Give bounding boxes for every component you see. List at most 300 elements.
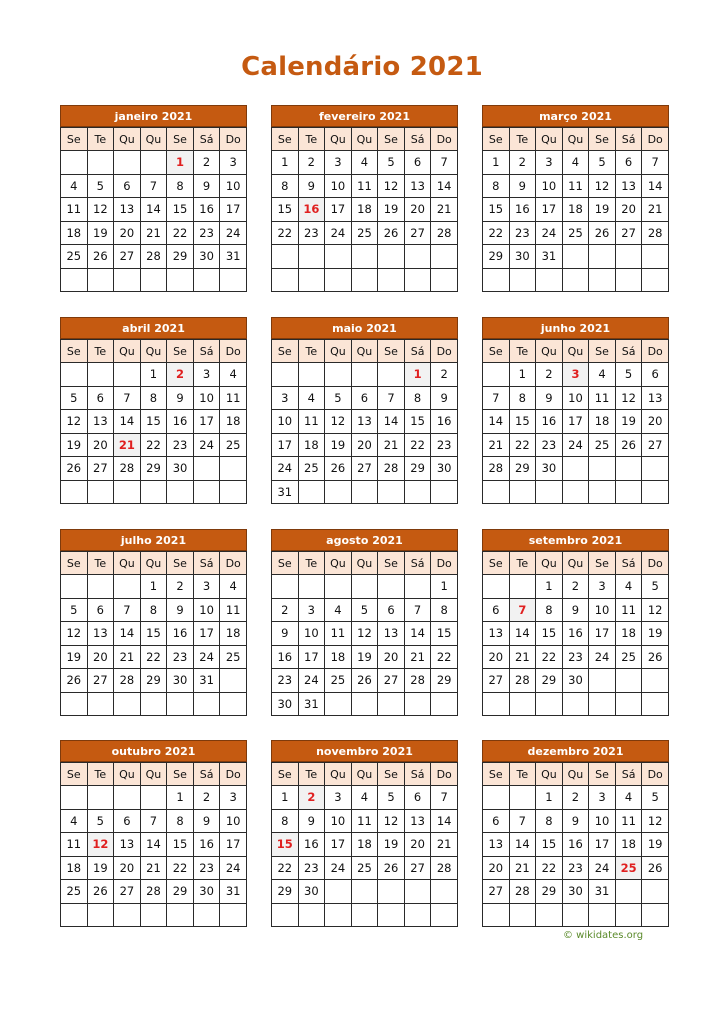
day-cell[interactable]: 12 [351,622,378,646]
day-cell[interactable]: 23 [193,221,220,245]
day-cell[interactable]: 25 [351,221,378,245]
day-cell[interactable]: 13 [483,622,510,646]
day-cell[interactable]: 24 [536,221,563,245]
day-cell[interactable]: 12 [378,174,405,198]
day-cell[interactable]: 27 [642,433,669,457]
day-cell[interactable]: 29 [140,457,167,481]
day-cell[interactable]: 20 [87,645,114,669]
day-cell[interactable]: 2 [562,575,589,599]
day-cell[interactable]: 8 [167,809,194,833]
day-cell[interactable]: 9 [272,622,299,646]
day-cell[interactable]: 5 [87,809,114,833]
day-cell[interactable]: 1 [140,575,167,599]
day-cell[interactable]: 8 [483,174,510,198]
day-cell[interactable]: 11 [351,174,378,198]
day-cell[interactable]: 26 [378,221,405,245]
day-cell[interactable]: 18 [298,433,325,457]
day-cell[interactable]: 1 [167,786,194,810]
day-cell[interactable]: 12 [325,410,352,434]
day-cell[interactable]: 17 [193,410,220,434]
day-cell[interactable]: 14 [114,622,141,646]
day-cell[interactable]: 19 [325,433,352,457]
day-cell[interactable]: 3 [193,363,220,387]
day-cell[interactable]: 12 [61,622,88,646]
holiday-day-cell[interactable]: 12 [87,833,114,857]
day-cell[interactable]: 10 [536,174,563,198]
day-cell[interactable]: 26 [642,645,669,669]
day-cell[interactable]: 11 [615,598,642,622]
day-cell[interactable]: 14 [404,622,431,646]
day-cell[interactable]: 11 [615,809,642,833]
day-cell[interactable]: 14 [378,410,405,434]
day-cell[interactable]: 5 [351,598,378,622]
holiday-day-cell[interactable]: 3 [562,363,589,387]
day-cell[interactable]: 16 [431,410,458,434]
day-cell[interactable]: 27 [114,880,141,904]
day-cell[interactable]: 19 [378,198,405,222]
day-cell[interactable]: 10 [193,386,220,410]
day-cell[interactable]: 25 [351,856,378,880]
day-cell[interactable]: 7 [140,174,167,198]
day-cell[interactable]: 2 [536,363,563,387]
day-cell[interactable]: 6 [404,151,431,175]
day-cell[interactable]: 14 [431,174,458,198]
day-cell[interactable]: 26 [87,245,114,269]
day-cell[interactable]: 22 [483,221,510,245]
day-cell[interactable]: 2 [562,786,589,810]
day-cell[interactable]: 28 [509,669,536,693]
day-cell[interactable]: 6 [87,386,114,410]
day-cell[interactable]: 3 [193,575,220,599]
day-cell[interactable]: 21 [114,645,141,669]
day-cell[interactable]: 9 [509,174,536,198]
day-cell[interactable]: 29 [483,245,510,269]
day-cell[interactable]: 5 [61,598,88,622]
day-cell[interactable]: 14 [483,410,510,434]
day-cell[interactable]: 16 [272,645,299,669]
day-cell[interactable]: 17 [589,622,616,646]
day-cell[interactable]: 8 [167,174,194,198]
day-cell[interactable]: 18 [615,833,642,857]
day-cell[interactable]: 21 [431,833,458,857]
day-cell[interactable]: 26 [61,669,88,693]
day-cell[interactable]: 1 [536,786,563,810]
day-cell[interactable]: 16 [509,198,536,222]
day-cell[interactable]: 17 [536,198,563,222]
day-cell[interactable]: 20 [351,433,378,457]
day-cell[interactable]: 1 [483,151,510,175]
day-cell[interactable]: 21 [509,645,536,669]
day-cell[interactable]: 24 [325,856,352,880]
day-cell[interactable]: 29 [272,880,299,904]
day-cell[interactable]: 22 [536,645,563,669]
day-cell[interactable]: 3 [325,151,352,175]
day-cell[interactable]: 19 [589,198,616,222]
day-cell[interactable]: 10 [272,410,299,434]
day-cell[interactable]: 23 [298,221,325,245]
day-cell[interactable]: 4 [220,363,247,387]
day-cell[interactable]: 21 [378,433,405,457]
day-cell[interactable]: 18 [325,645,352,669]
day-cell[interactable]: 28 [431,856,458,880]
day-cell[interactable]: 20 [404,833,431,857]
day-cell[interactable]: 25 [562,221,589,245]
day-cell[interactable]: 12 [87,198,114,222]
day-cell[interactable]: 9 [431,386,458,410]
day-cell[interactable]: 20 [615,198,642,222]
day-cell[interactable]: 15 [272,198,299,222]
day-cell[interactable]: 2 [193,151,220,175]
day-cell[interactable]: 4 [351,151,378,175]
day-cell[interactable]: 14 [140,833,167,857]
day-cell[interactable]: 16 [562,833,589,857]
day-cell[interactable]: 2 [509,151,536,175]
day-cell[interactable]: 10 [589,598,616,622]
day-cell[interactable]: 13 [404,809,431,833]
day-cell[interactable]: 27 [87,457,114,481]
day-cell[interactable]: 9 [167,386,194,410]
day-cell[interactable]: 6 [114,809,141,833]
day-cell[interactable]: 30 [167,457,194,481]
day-cell[interactable]: 1 [431,575,458,599]
day-cell[interactable]: 21 [140,221,167,245]
holiday-day-cell[interactable]: 25 [615,856,642,880]
day-cell[interactable]: 25 [61,880,88,904]
day-cell[interactable]: 25 [220,433,247,457]
day-cell[interactable]: 6 [114,174,141,198]
day-cell[interactable]: 9 [562,809,589,833]
day-cell[interactable]: 10 [325,174,352,198]
day-cell[interactable]: 23 [167,645,194,669]
day-cell[interactable]: 27 [615,221,642,245]
day-cell[interactable]: 2 [298,151,325,175]
day-cell[interactable]: 18 [589,410,616,434]
day-cell[interactable]: 13 [114,198,141,222]
holiday-day-cell[interactable]: 21 [114,433,141,457]
day-cell[interactable]: 21 [509,856,536,880]
day-cell[interactable]: 1 [509,363,536,387]
day-cell[interactable]: 12 [615,386,642,410]
day-cell[interactable]: 22 [272,221,299,245]
day-cell[interactable]: 13 [378,622,405,646]
holiday-day-cell[interactable]: 7 [509,598,536,622]
day-cell[interactable]: 1 [140,363,167,387]
day-cell[interactable]: 3 [589,575,616,599]
day-cell[interactable]: 13 [404,174,431,198]
day-cell[interactable]: 1 [272,151,299,175]
day-cell[interactable]: 28 [404,669,431,693]
day-cell[interactable]: 24 [272,457,299,481]
day-cell[interactable]: 26 [87,880,114,904]
day-cell[interactable]: 5 [378,151,405,175]
day-cell[interactable]: 31 [272,480,299,504]
day-cell[interactable]: 3 [272,386,299,410]
day-cell[interactable]: 11 [351,809,378,833]
day-cell[interactable]: 20 [483,856,510,880]
day-cell[interactable]: 4 [589,363,616,387]
day-cell[interactable]: 27 [351,457,378,481]
day-cell[interactable]: 30 [193,245,220,269]
day-cell[interactable]: 18 [615,622,642,646]
day-cell[interactable]: 11 [61,198,88,222]
day-cell[interactable]: 1 [272,786,299,810]
day-cell[interactable]: 22 [404,433,431,457]
day-cell[interactable]: 26 [351,669,378,693]
day-cell[interactable]: 26 [589,221,616,245]
day-cell[interactable]: 4 [61,809,88,833]
day-cell[interactable]: 13 [87,410,114,434]
day-cell[interactable]: 24 [220,221,247,245]
day-cell[interactable]: 27 [483,880,510,904]
day-cell[interactable]: 30 [167,669,194,693]
day-cell[interactable]: 8 [536,809,563,833]
day-cell[interactable]: 7 [140,809,167,833]
day-cell[interactable]: 3 [220,786,247,810]
day-cell[interactable]: 12 [642,809,669,833]
day-cell[interactable]: 16 [536,410,563,434]
day-cell[interactable]: 9 [562,598,589,622]
day-cell[interactable]: 11 [220,386,247,410]
day-cell[interactable]: 23 [167,433,194,457]
day-cell[interactable]: 6 [351,386,378,410]
day-cell[interactable]: 5 [615,363,642,387]
day-cell[interactable]: 6 [642,363,669,387]
day-cell[interactable]: 12 [589,174,616,198]
day-cell[interactable]: 18 [351,198,378,222]
day-cell[interactable]: 9 [167,598,194,622]
day-cell[interactable]: 29 [509,457,536,481]
day-cell[interactable]: 25 [61,245,88,269]
holiday-day-cell[interactable]: 1 [404,363,431,387]
day-cell[interactable]: 5 [61,386,88,410]
holiday-day-cell[interactable]: 1 [167,151,194,175]
day-cell[interactable]: 9 [298,174,325,198]
day-cell[interactable]: 8 [140,386,167,410]
day-cell[interactable]: 24 [193,645,220,669]
day-cell[interactable]: 25 [589,433,616,457]
day-cell[interactable]: 29 [536,880,563,904]
day-cell[interactable]: 6 [378,598,405,622]
day-cell[interactable]: 19 [642,622,669,646]
day-cell[interactable]: 28 [642,221,669,245]
day-cell[interactable]: 28 [114,669,141,693]
day-cell[interactable]: 29 [431,669,458,693]
day-cell[interactable]: 18 [351,833,378,857]
day-cell[interactable]: 2 [272,598,299,622]
day-cell[interactable]: 24 [220,856,247,880]
day-cell[interactable]: 21 [140,856,167,880]
day-cell[interactable]: 11 [298,410,325,434]
day-cell[interactable]: 12 [61,410,88,434]
day-cell[interactable]: 6 [404,786,431,810]
day-cell[interactable]: 5 [325,386,352,410]
day-cell[interactable]: 29 [167,245,194,269]
day-cell[interactable]: 12 [642,598,669,622]
day-cell[interactable]: 28 [114,457,141,481]
day-cell[interactable]: 3 [589,786,616,810]
day-cell[interactable]: 31 [589,880,616,904]
day-cell[interactable]: 22 [509,433,536,457]
day-cell[interactable]: 25 [615,645,642,669]
day-cell[interactable]: 15 [167,833,194,857]
day-cell[interactable]: 20 [642,410,669,434]
day-cell[interactable]: 15 [167,198,194,222]
day-cell[interactable]: 14 [509,622,536,646]
day-cell[interactable]: 22 [140,645,167,669]
day-cell[interactable]: 6 [87,598,114,622]
day-cell[interactable]: 16 [193,198,220,222]
day-cell[interactable]: 9 [298,809,325,833]
day-cell[interactable]: 15 [536,622,563,646]
day-cell[interactable]: 6 [483,598,510,622]
day-cell[interactable]: 20 [87,433,114,457]
day-cell[interactable]: 28 [431,221,458,245]
day-cell[interactable]: 24 [589,856,616,880]
day-cell[interactable]: 21 [642,198,669,222]
day-cell[interactable]: 1 [536,575,563,599]
day-cell[interactable]: 8 [272,174,299,198]
day-cell[interactable]: 26 [61,457,88,481]
day-cell[interactable]: 26 [615,433,642,457]
day-cell[interactable]: 7 [378,386,405,410]
day-cell[interactable]: 16 [562,622,589,646]
day-cell[interactable]: 17 [589,833,616,857]
day-cell[interactable]: 31 [536,245,563,269]
holiday-day-cell[interactable]: 15 [272,833,299,857]
day-cell[interactable]: 15 [483,198,510,222]
day-cell[interactable]: 23 [193,856,220,880]
day-cell[interactable]: 13 [351,410,378,434]
day-cell[interactable]: 10 [298,622,325,646]
day-cell[interactable]: 8 [536,598,563,622]
day-cell[interactable]: 18 [562,198,589,222]
day-cell[interactable]: 15 [431,622,458,646]
day-cell[interactable]: 22 [431,645,458,669]
day-cell[interactable]: 6 [615,151,642,175]
day-cell[interactable]: 19 [87,856,114,880]
day-cell[interactable]: 4 [298,386,325,410]
holiday-day-cell[interactable]: 2 [298,786,325,810]
day-cell[interactable]: 27 [114,245,141,269]
day-cell[interactable]: 14 [431,809,458,833]
day-cell[interactable]: 9 [193,174,220,198]
day-cell[interactable]: 8 [431,598,458,622]
day-cell[interactable]: 26 [378,856,405,880]
day-cell[interactable]: 7 [404,598,431,622]
day-cell[interactable]: 17 [562,410,589,434]
day-cell[interactable]: 7 [642,151,669,175]
day-cell[interactable]: 8 [272,809,299,833]
day-cell[interactable]: 3 [325,786,352,810]
day-cell[interactable]: 7 [509,809,536,833]
day-cell[interactable]: 20 [114,856,141,880]
day-cell[interactable]: 7 [431,151,458,175]
day-cell[interactable]: 23 [562,645,589,669]
day-cell[interactable]: 20 [483,645,510,669]
day-cell[interactable]: 19 [61,433,88,457]
day-cell[interactable]: 11 [61,833,88,857]
day-cell[interactable]: 4 [61,174,88,198]
day-cell[interactable]: 28 [378,457,405,481]
day-cell[interactable]: 11 [220,598,247,622]
day-cell[interactable]: 31 [193,669,220,693]
day-cell[interactable]: 16 [167,410,194,434]
day-cell[interactable]: 30 [272,692,299,716]
day-cell[interactable]: 19 [378,833,405,857]
day-cell[interactable]: 30 [431,457,458,481]
day-cell[interactable]: 31 [298,692,325,716]
day-cell[interactable]: 7 [431,786,458,810]
day-cell[interactable]: 7 [114,598,141,622]
day-cell[interactable]: 17 [272,433,299,457]
day-cell[interactable]: 3 [536,151,563,175]
holiday-day-cell[interactable]: 16 [298,198,325,222]
day-cell[interactable]: 30 [298,880,325,904]
day-cell[interactable]: 22 [167,221,194,245]
day-cell[interactable]: 19 [87,221,114,245]
day-cell[interactable]: 5 [378,786,405,810]
footer-credit[interactable]: © wikidates.org [563,930,644,941]
day-cell[interactable]: 30 [562,880,589,904]
day-cell[interactable]: 19 [615,410,642,434]
day-cell[interactable]: 5 [87,174,114,198]
day-cell[interactable]: 15 [404,410,431,434]
day-cell[interactable]: 21 [483,433,510,457]
day-cell[interactable]: 16 [193,833,220,857]
day-cell[interactable]: 22 [272,856,299,880]
day-cell[interactable]: 11 [325,622,352,646]
day-cell[interactable]: 27 [404,856,431,880]
day-cell[interactable]: 10 [562,386,589,410]
day-cell[interactable]: 20 [404,198,431,222]
day-cell[interactable]: 5 [642,575,669,599]
day-cell[interactable]: 11 [562,174,589,198]
day-cell[interactable]: 27 [378,669,405,693]
day-cell[interactable]: 10 [220,174,247,198]
day-cell[interactable]: 4 [615,786,642,810]
day-cell[interactable]: 13 [615,174,642,198]
day-cell[interactable]: 26 [642,856,669,880]
day-cell[interactable]: 30 [536,457,563,481]
day-cell[interactable]: 15 [140,410,167,434]
day-cell[interactable]: 18 [61,856,88,880]
day-cell[interactable]: 11 [589,386,616,410]
day-cell[interactable]: 29 [404,457,431,481]
day-cell[interactable]: 25 [220,645,247,669]
day-cell[interactable]: 18 [220,410,247,434]
day-cell[interactable]: 15 [536,833,563,857]
day-cell[interactable]: 4 [351,786,378,810]
day-cell[interactable]: 13 [87,622,114,646]
day-cell[interactable]: 2 [431,363,458,387]
day-cell[interactable]: 14 [140,198,167,222]
day-cell[interactable]: 29 [167,880,194,904]
day-cell[interactable]: 15 [509,410,536,434]
day-cell[interactable]: 8 [509,386,536,410]
day-cell[interactable]: 5 [642,786,669,810]
day-cell[interactable]: 16 [167,622,194,646]
holiday-day-cell[interactable]: 2 [167,363,194,387]
day-cell[interactable]: 25 [325,669,352,693]
day-cell[interactable]: 9 [193,809,220,833]
day-cell[interactable]: 22 [536,856,563,880]
day-cell[interactable]: 23 [272,669,299,693]
day-cell[interactable]: 24 [325,221,352,245]
day-cell[interactable]: 23 [562,856,589,880]
day-cell[interactable]: 10 [589,809,616,833]
day-cell[interactable]: 24 [589,645,616,669]
day-cell[interactable]: 25 [298,457,325,481]
